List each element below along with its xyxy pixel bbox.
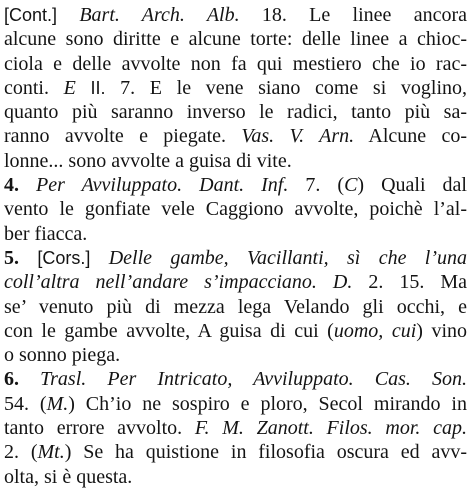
- text-line: [4, 222, 467, 246]
- text-segment: uomo, cui: [333, 319, 417, 342]
- text-segment: Delle gambe, Vacillanti, sì che l’una: [108, 246, 467, 269]
- text-line: [4, 465, 467, 489]
- text-segment: 5.: [4, 246, 38, 269]
- text-segment: ber fiacca.: [4, 222, 88, 245]
- text-segment: Mt.: [37, 441, 65, 464]
- text-segment: tanto errore avvolto.: [4, 417, 195, 440]
- text-line: [4, 3, 467, 27]
- text-line: [4, 367, 467, 391]
- text-segment: 4.: [4, 174, 37, 197]
- text-line: [4, 52, 467, 76]
- text-segment: Trasl. Per Intricato, Avviluppato. Cas. Son.: [40, 368, 467, 391]
- text-segment: alcune sono diritte e alcune torte: delle linee a chioc-: [4, 28, 467, 51]
- text-segment: ) Se ha quistione in filosofia oscura ed avv-: [64, 441, 467, 464]
- entry-paragraph: [4, 173, 467, 246]
- text-segment: 6.: [4, 368, 41, 391]
- text-segment: [76, 77, 91, 99]
- text-segment: ranno avvolte e piegate.: [4, 125, 242, 148]
- text-segment: ) Quali dal: [357, 174, 467, 197]
- text-segment: Alcune co-: [354, 125, 467, 148]
- text-line: [4, 246, 467, 270]
- text-segment: o sonno piega.: [4, 344, 121, 367]
- text-segment: 2. 15. Ma: [352, 271, 467, 294]
- text-segment: lonne... sono avvolte a guisa di vite.: [4, 149, 292, 172]
- text-segment: conti.: [4, 76, 64, 99]
- text-line: [4, 319, 467, 343]
- text-segment: II.: [90, 77, 106, 98]
- text-segment: coll’altra nell’andare s’impacciano. D.: [4, 271, 353, 294]
- text-line: [4, 27, 467, 51]
- text-segment: 7. E le vene siano come si voglino,: [105, 76, 467, 99]
- text-segment: Per Avviluppato. Dant. Inf.: [36, 174, 289, 197]
- text-line: [4, 149, 467, 173]
- text-segment: Vas. V. Arn.: [241, 125, 355, 148]
- text-segment: ) vino: [416, 319, 467, 342]
- entry-paragraph: [4, 367, 467, 488]
- text-segment: olta, si è questa.: [4, 465, 133, 488]
- entry-paragraph: [4, 246, 467, 367]
- text-segment: Bart. Arch. Alb.: [79, 4, 240, 26]
- text-segment: 54. (: [4, 392, 47, 415]
- text-segment: [Cors.]: [37, 247, 109, 268]
- text-line: [4, 76, 467, 100]
- text-segment: [Cont.]: [4, 5, 80, 25]
- text-segment: ciola e delle avvolte non fa qui mestiero che io rac-: [4, 52, 467, 75]
- text-segment: ) Ch’io ne sospiro e ploro, Secol mirando in: [68, 392, 467, 415]
- text-segment: C: [344, 174, 358, 197]
- text-segment: quanto più saranno inverso le radici, tanto più sa-: [4, 101, 467, 124]
- text-segment: se’ venuto più di mezza lega Velando gli occhi, e: [4, 295, 467, 318]
- text-line: [4, 295, 467, 319]
- text-line: [4, 270, 467, 294]
- text-line: [4, 392, 467, 416]
- text-line: [4, 173, 467, 197]
- text-line: [4, 416, 467, 440]
- entry-paragraph: [4, 3, 467, 173]
- text-line: [4, 100, 467, 124]
- text-segment: con le gambe avvolte, A guisa di cui (: [4, 319, 334, 342]
- text-line: [4, 440, 467, 464]
- text-segment: F. M. Zanott. Filos. mor. cap.: [194, 417, 467, 440]
- text-segment: vento le gonfiate vele Caggiono avvolte, poichè l’al-: [4, 198, 467, 221]
- text-segment: M.: [46, 392, 69, 415]
- text-segment: 7. (: [288, 174, 345, 197]
- text-line: [4, 197, 467, 221]
- text-segment: 18. Le linee ancora: [239, 4, 467, 26]
- text-segment: 2. (: [4, 441, 38, 464]
- text-line: [4, 343, 467, 367]
- text-line: [4, 124, 467, 148]
- text-segment: E: [63, 76, 76, 99]
